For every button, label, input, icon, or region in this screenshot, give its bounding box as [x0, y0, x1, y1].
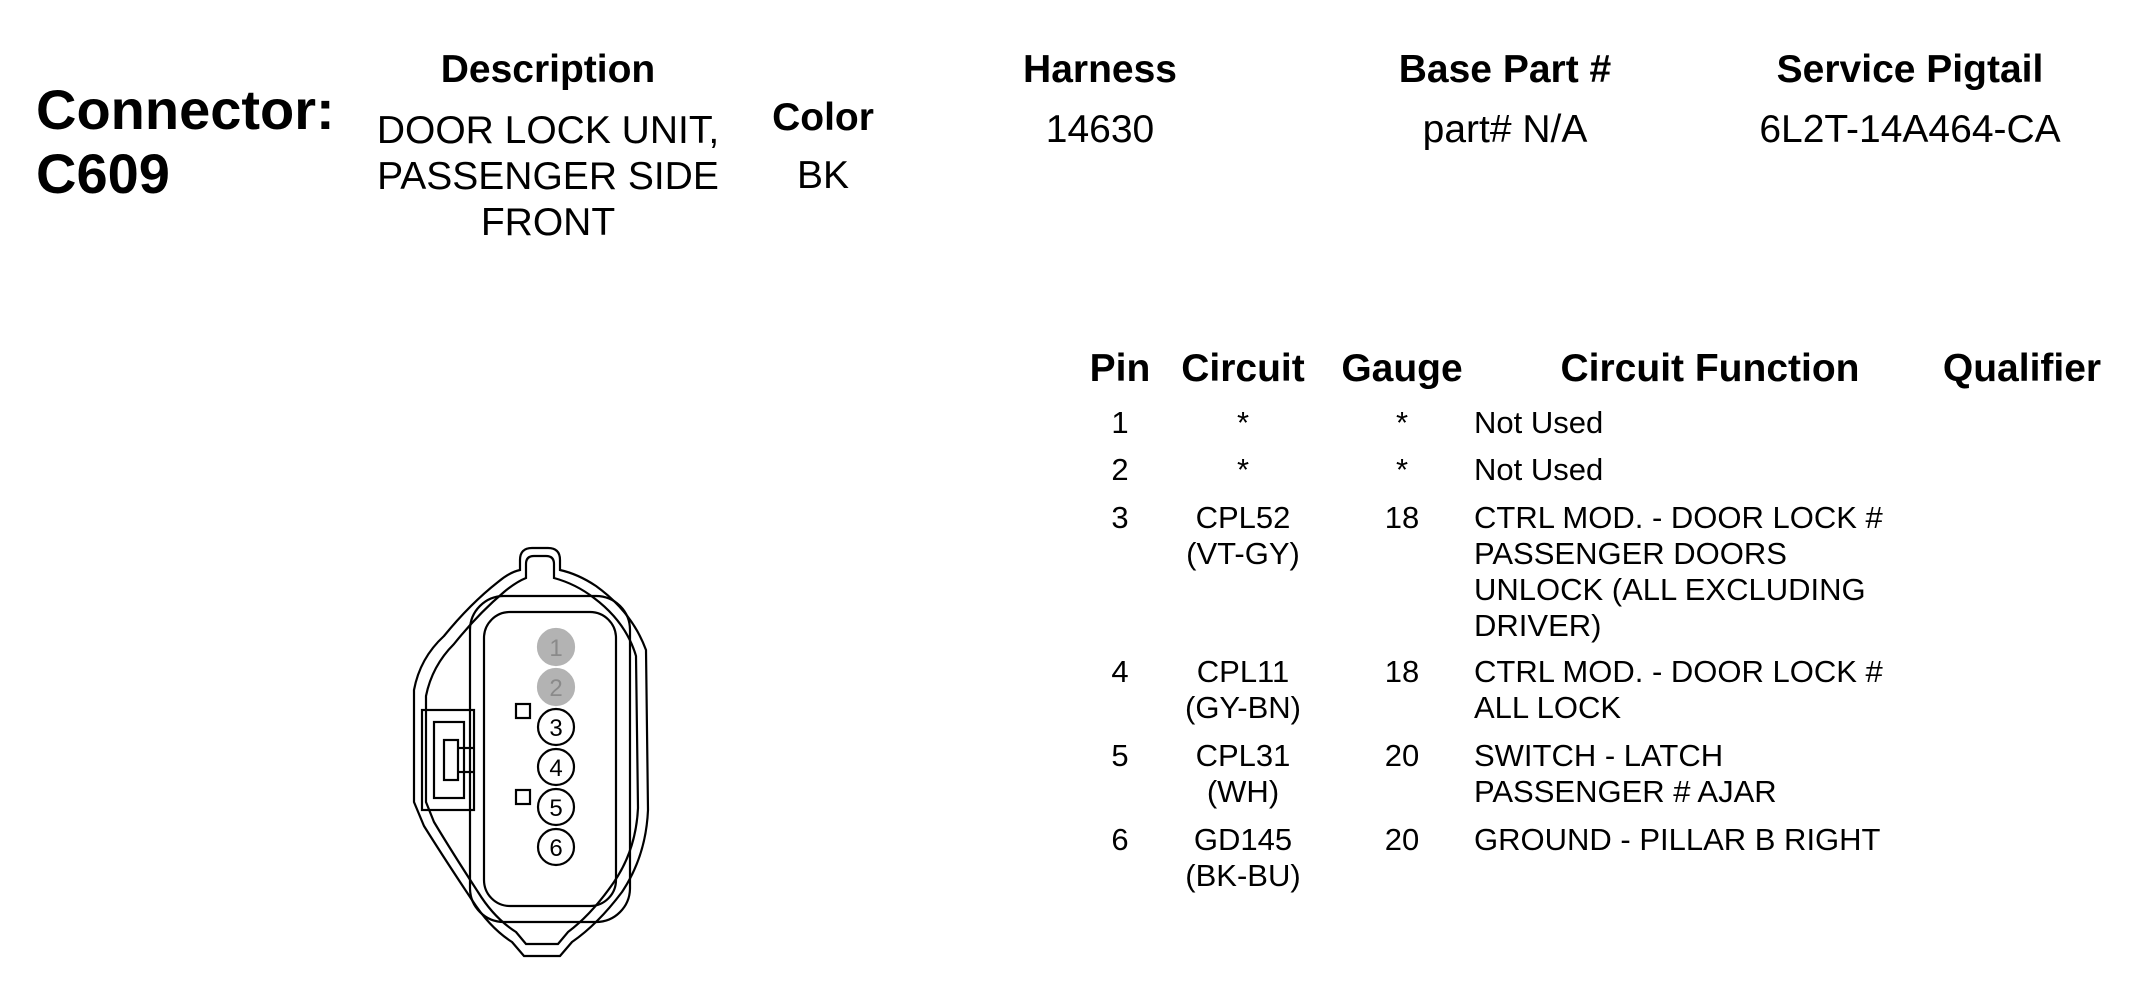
pin-number: 6 — [1111, 822, 1129, 857]
circuit-function — [1474, 452, 1934, 488]
color-header: Color — [772, 96, 874, 139]
function-line: CTRL MOD. - DOOR LOCK # — [1474, 654, 1883, 689]
description-line: DOOR LOCK UNIT, — [376, 109, 720, 152]
circuit-id — [1170, 405, 1316, 441]
description-line: FRONT — [480, 201, 616, 244]
qualifier-column-header: Qualifier — [1942, 347, 2102, 390]
pin-4-marker — [538, 749, 574, 785]
latch-detail — [434, 722, 464, 798]
base-part-header: Base Part # — [1398, 48, 1612, 91]
pin-label: 1 — [549, 635, 563, 662]
function-line: Not Used — [1474, 452, 1604, 487]
pin-1-marker — [538, 629, 574, 665]
pin-label: 3 — [549, 715, 563, 742]
connector-face-drawing — [400, 540, 700, 960]
pin-number: 4 — [1111, 654, 1129, 689]
pin-number: 1 — [1111, 405, 1129, 440]
circuit-id — [1170, 738, 1316, 810]
circuit-line: CPL52 — [1195, 500, 1291, 535]
circuit-id — [1170, 654, 1316, 726]
description-value — [348, 108, 748, 246]
service-pigtail-header: Service Pigtail — [1776, 48, 2044, 91]
function-line: PASSENGER DOORS — [1474, 536, 1787, 571]
locking-latch — [422, 710, 474, 810]
latch-tab — [444, 740, 458, 780]
pin-6-marker — [538, 829, 574, 865]
polarization-key — [516, 790, 530, 804]
color-value: BK — [796, 154, 850, 197]
pin-5-marker — [538, 789, 574, 825]
circuit-function — [1474, 822, 1934, 858]
circuit-function — [1474, 738, 1934, 810]
pin-label: 4 — [549, 755, 563, 782]
description-header: Description — [440, 48, 656, 91]
circuit-function — [1474, 654, 1934, 726]
circuit-line: (VT-GY) — [1186, 536, 1300, 571]
connector-label — [36, 78, 356, 206]
circuit-function — [1474, 500, 1934, 644]
wire-gauge: * — [1395, 452, 1409, 487]
function-line: CTRL MOD. - DOOR LOCK # — [1474, 500, 1883, 535]
circuit-id — [1170, 452, 1316, 488]
circuit-id — [1170, 822, 1316, 894]
harness-header: Harness — [1023, 48, 1177, 91]
circuit-id — [1170, 500, 1316, 572]
pin-label: 6 — [549, 835, 563, 862]
housing-outer-outline — [414, 548, 648, 956]
circuit-function-column-header: Circuit Function — [1560, 347, 1860, 390]
wire-gauge: 20 — [1384, 822, 1420, 857]
circuit-line: GD145 — [1193, 822, 1293, 857]
circuit-column-header: Circuit — [1181, 347, 1305, 390]
polarization-key — [516, 704, 530, 718]
pin-label: 5 — [549, 795, 563, 822]
circuit-line: CPL11 — [1196, 654, 1290, 689]
connector-id: C609 — [36, 142, 170, 205]
function-line: UNLOCK (ALL EXCLUDING — [1474, 572, 1866, 607]
function-line: GROUND - PILLAR B RIGHT — [1474, 822, 1881, 857]
circuit-line: CPL31 — [1195, 738, 1291, 773]
harness-value: 14630 — [1045, 108, 1155, 151]
function-line: SWITCH - LATCH — [1474, 738, 1724, 773]
description-line: PASSENGER SIDE — [377, 155, 719, 198]
function-line: PASSENGER # AJAR — [1474, 774, 1777, 809]
circuit-line: * — [1236, 452, 1250, 487]
circuit-function — [1474, 405, 1934, 441]
pin-number: 2 — [1111, 452, 1129, 487]
pin-3-marker — [538, 709, 574, 745]
wire-gauge: * — [1395, 405, 1409, 440]
function-line: DRIVER) — [1474, 608, 1602, 643]
pin-number: 5 — [1111, 738, 1129, 773]
pin-group — [538, 629, 574, 865]
circuit-line: (WH) — [1206, 774, 1280, 809]
base-part-value: part# N/A — [1422, 108, 1588, 151]
circuit-line: (BK-BU) — [1185, 858, 1301, 893]
pin-2-marker — [538, 669, 574, 705]
gauge-column-header: Gauge — [1341, 347, 1463, 390]
function-line: ALL LOCK — [1474, 690, 1622, 725]
pin-number: 3 — [1111, 500, 1129, 535]
wire-gauge: 18 — [1384, 500, 1420, 535]
wire-gauge: 18 — [1384, 654, 1420, 689]
pin-label: 2 — [549, 675, 563, 702]
circuit-line: * — [1236, 405, 1250, 440]
pin-column-header: Pin — [1089, 347, 1151, 390]
wire-gauge: 20 — [1384, 738, 1420, 773]
circuit-line: (GY-BN) — [1185, 690, 1301, 725]
function-line: Not Used — [1474, 405, 1604, 440]
connector-label-title: Connector: — [36, 78, 335, 141]
service-pigtail-value: 6L2T-14A464-CA — [1759, 108, 2061, 151]
